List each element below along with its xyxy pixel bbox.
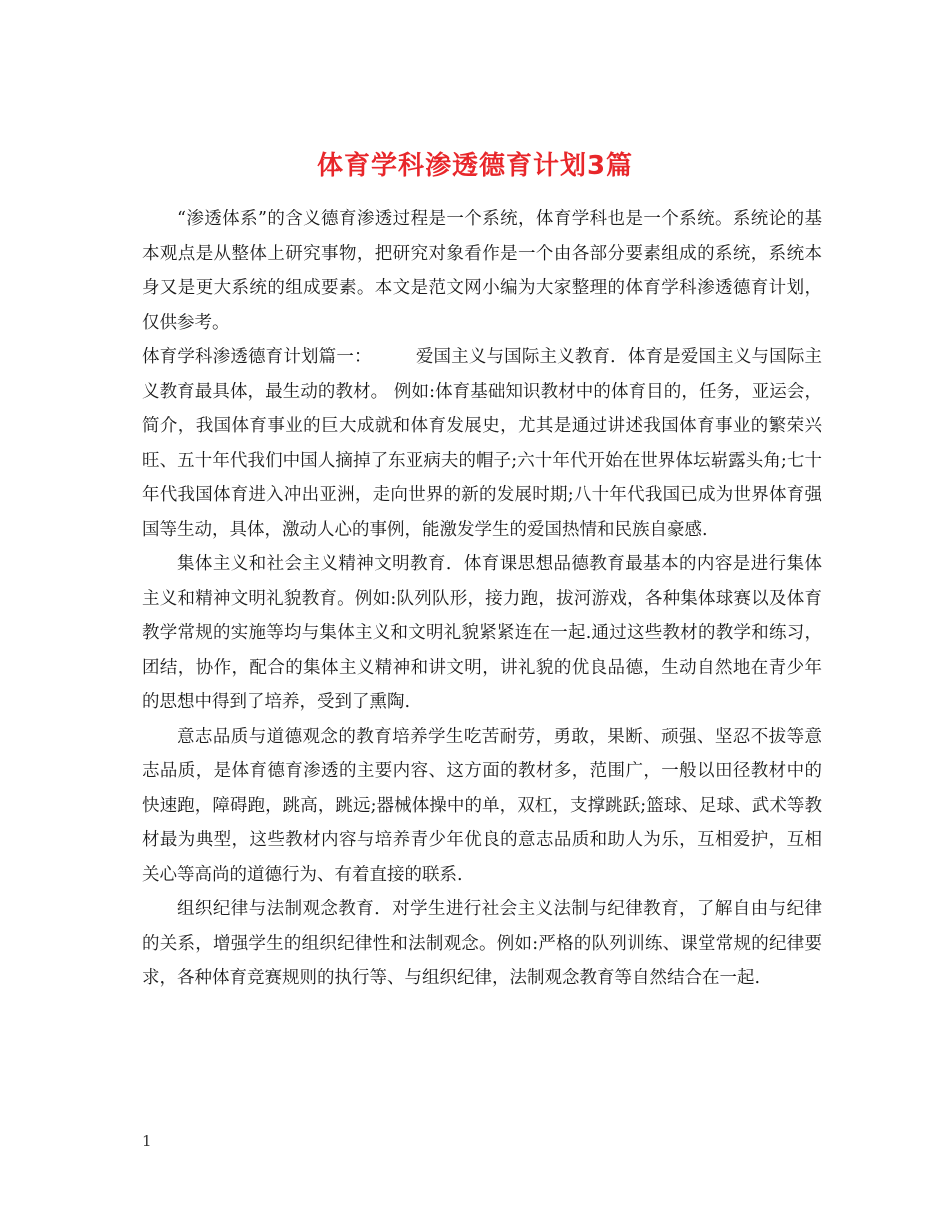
document-body <box>142 202 822 996</box>
section-first-paragraph <box>142 340 822 547</box>
section-heading: 体育学科渗透德育计划篇一： <box>142 347 372 367</box>
paragraph-willpower: 意志品质与道德观念的教育培养学生吃苦耐劳，勇敢，果断、顽强、坚忍不拔等意志品质，是体育德育渗透的主要内容、这方面的教材多，范围广，一般以田径教材中的快速跑，障碍跑，跳高，跳远;器械体操中的单，双杠，支撑跳跃;篮球、足球、武术等教材最为典型，这些教材内容与培养青少年优良的意志品质和助人为乐，互相爱护，互相关心等高尚的道德行为、有着直接的联系. <box>142 726 822 885</box>
document-title: 体育学科渗透德育计划3篇 <box>316 151 634 182</box>
section-first-text: 爱国主义与国际主义教育．体育是爱国主义与国际主义教育最具体，最生动的教材。 例如:体育基础知识教材中的体育目的，任务，亚运会，简介，我国体育事业的巨大成就和体育发展史，尤其是通过讲述我国体育事业的繁荣兴旺、五十年代我们中国人摘掉了东亚病夫的帽子;六十年代开始在世界体坛崭露头角;七十年代我国体育进入冲出亚洲，走向世界的新的发展时期;八十年代我国已成为世界体育强国等生动，具体，激动人心的事例，能激发学生的爱国热情和民族自豪感. <box>142 347 823 540</box>
paragraph-collectivism: 集体主义和社会主义精神文明教育．体育课思想品德教育最基本的内容是进行集体主义和精神文明礼貌教育。例如:队列队形，接力跑，拔河游戏，各种集体球赛以及体育教学常规的实施等均与集体主义和文明礼貌紧紧连在一起.通过这些教材的教学和练习，团结，协作，配合的集体主义精神和讲文明，讲礼貌的优良品德，生动自然地在青少年的思想中得到了培养，受到了熏陶. <box>142 554 822 712</box>
intro-paragraph: “渗透体系”的含义德育渗透过程是一个系统，体育学科也是一个系统。系统论的基本观点是从整体上研究事物，把研究对象看作是一个由各部分要素组成的系统，系统本身又是更大系统的组成要素。本文是范文网小编为大家整理的体育学科渗透德育计划，仅供参考。 <box>142 209 822 333</box>
page-number: 1 <box>142 1132 152 1150</box>
paragraph-discipline: 组织纪律与法制观念教育．对学生进行社会主义法制与纪律教育，了解自由与纪律的关系，增强学生的组织纪律性和法制观念。例如:严格的队列训练、课堂常规的纪律要求，各种体育竞赛规则的执行等、与组织纪律，法制观念教育等自然结合在一起. <box>142 899 822 988</box>
